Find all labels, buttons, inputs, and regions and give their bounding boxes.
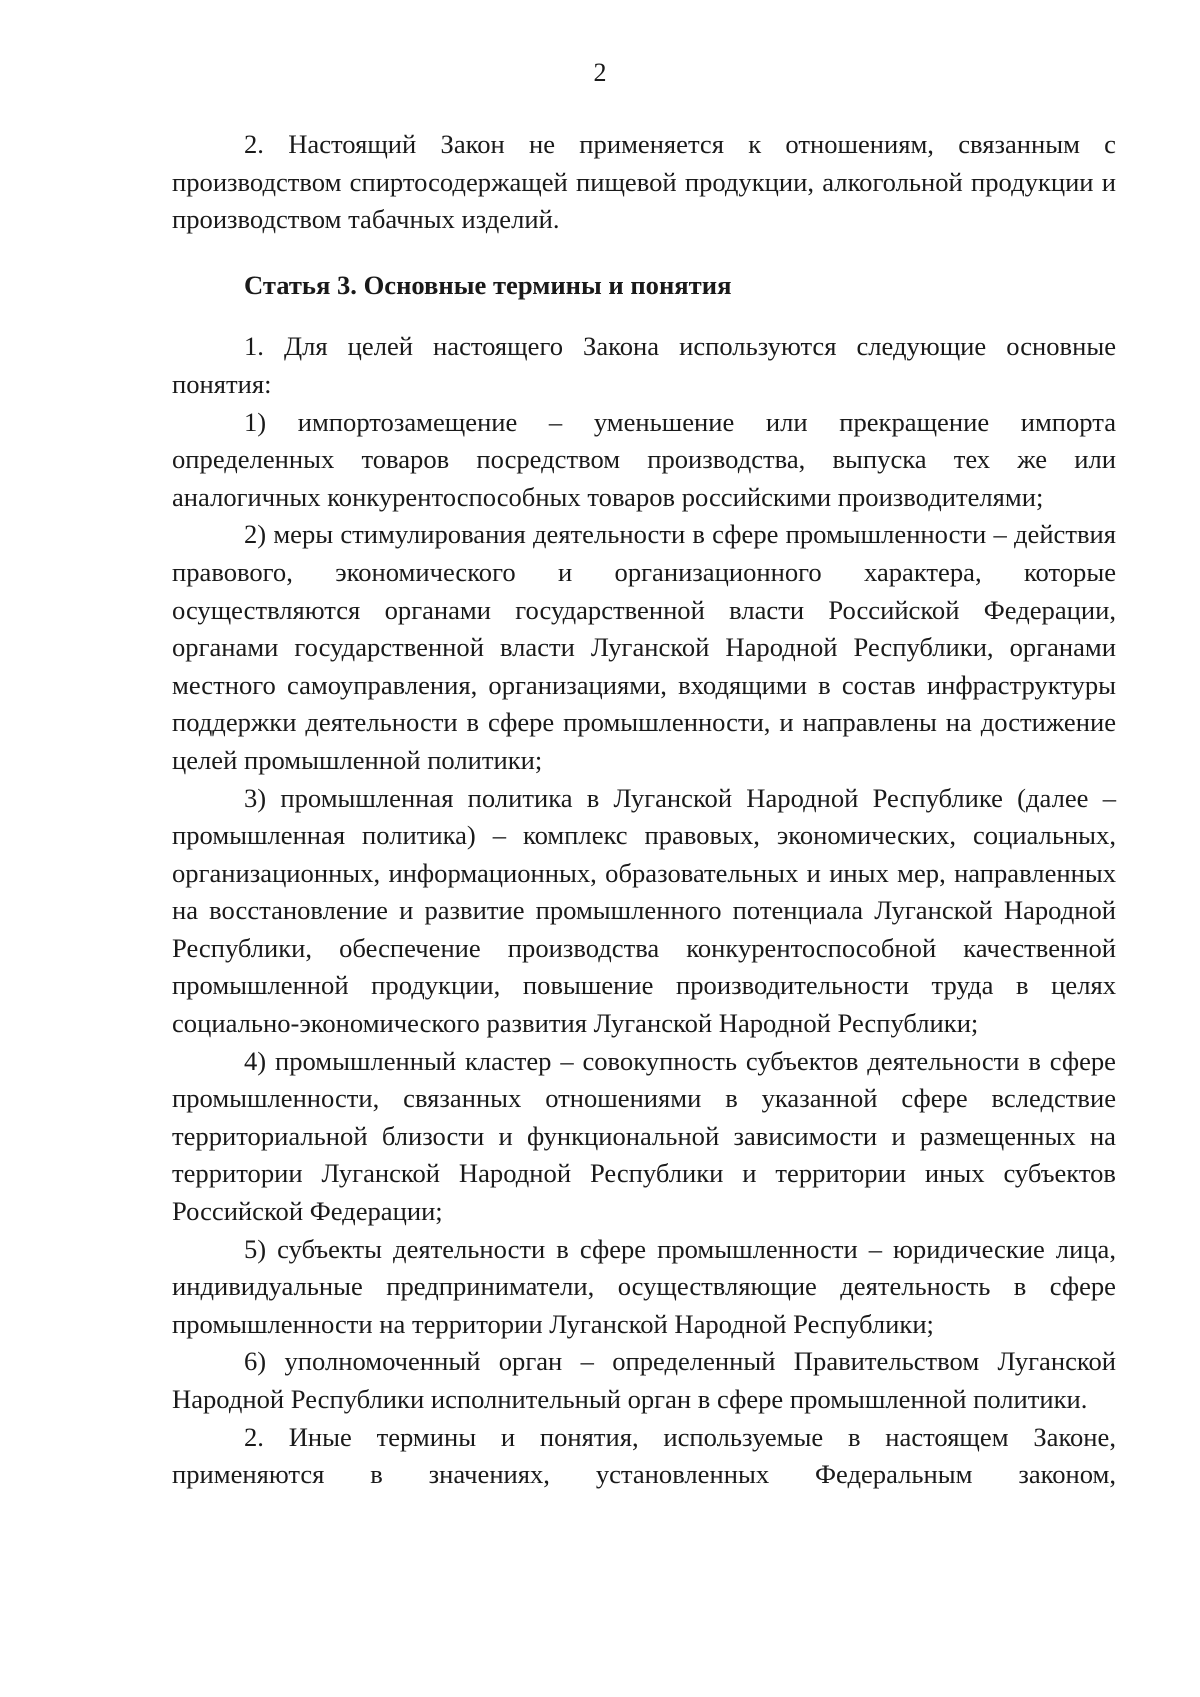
paragraph-article-3-part-2: 2. Иные термины и понятия, используемые в настоящем Законе, применяются в значениях, установленных Федеральным законом, bbox=[172, 1421, 1116, 1490]
paragraph-part-2-scope: 2. Настоящий Закон не применяется к отношениям, связанным с производством спиртосодержащей пищевой продукции, алкогольной продукции и производством табачных изделий. bbox=[172, 129, 1116, 235]
definition-item-5: 5) субъекты деятельности в сфере промышленности – юридические лица, индивидуальные предприниматели, осуществляющие деятельность в сфере промышленности на территории Луганской Народной Республики; bbox=[172, 1233, 1116, 1339]
definition-item-4: 4) промышленный кластер – совокупность субъектов деятельности в сфере промышленности, связанных отношениями в указанной сфере вследствие территориальной близости и функциональной зависимости и размещенных на территории Луганской Народной Республики и территории иных субъектов Российской Федерации; bbox=[172, 1045, 1116, 1227]
page-number: 2 bbox=[593, 58, 607, 87]
definition-item-6: 6) уполномоченный орган – определенный Правительством Луганской Народной Республики исполнительный орган в сфере промышленной политики. bbox=[172, 1346, 1116, 1414]
definition-item-2: 2) меры стимулирования деятельности в сфере промышленности – действия правового, экономического и организационного характера, которые осуществляются органами государственной власти Российской Федерации, органами государственной власти Луганской Народной Республики, органами местного самоуправления, организациями, входящими в состав инфраструктуры поддержки деятельности в сфере промышленности, и направлены на достижение целей промышленной политики; bbox=[172, 519, 1116, 775]
paragraph-article-3-part-1: 1. Для целей настоящего Закона используются следующие основные понятия: bbox=[172, 331, 1116, 399]
definition-item-1: 1) импортозамещение – уменьшение или прекращение импорта определенных товаров посредством производства, выпуска тех же или аналогичных конкурентоспособных товаров российскими производителями; bbox=[172, 406, 1116, 512]
document-body bbox=[172, 126, 1116, 1494]
article-3-heading: Статья 3. Основные термины и понятия bbox=[244, 269, 732, 300]
definition-item-3: 3) промышленная политика в Луганской Народной Республике (далее – промышленная политика) – комплекс правовых, экономических, социальных, организационных, информационных, образовательных и иных мер, направленных на восстановление и развитие промышленного потенциала Луганской Народной Республики, обеспечение производства конкурентоспособной качественной промышленной продукции, повышение производительности труда в целях социально-экономического развития Луганской Народной Республики; bbox=[172, 782, 1116, 1039]
